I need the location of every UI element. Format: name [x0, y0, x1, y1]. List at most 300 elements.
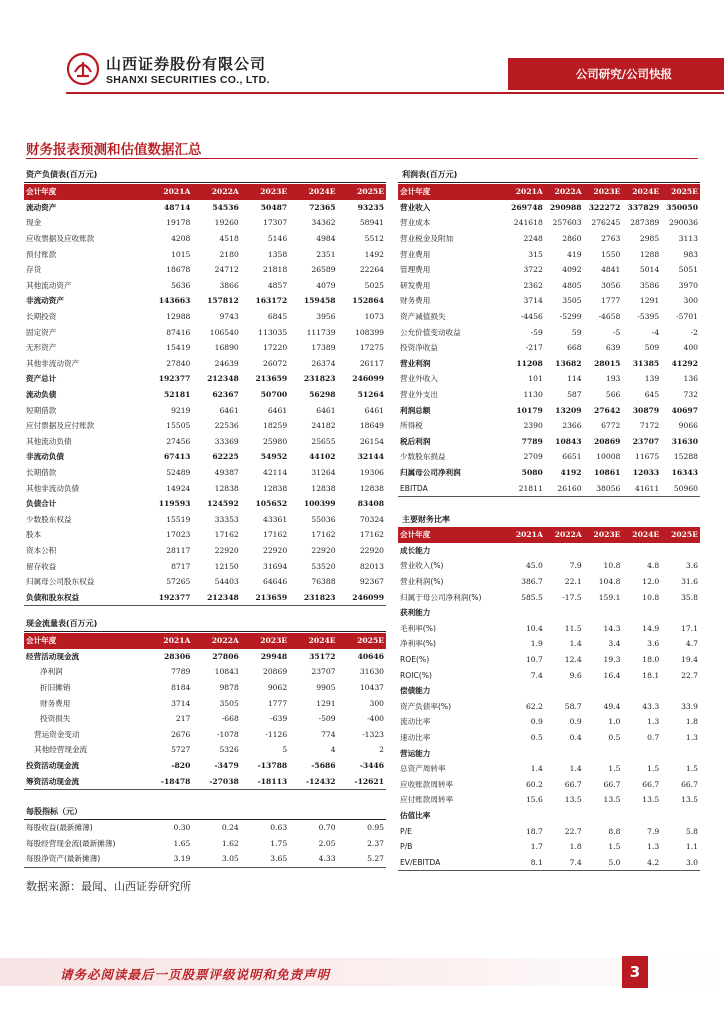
value-cell: 350050 — [666, 202, 698, 212]
row-label: EBITDA — [400, 483, 428, 493]
table-row — [398, 324, 700, 340]
value-cell: 1291 — [639, 296, 660, 306]
row-label: 资产负债率(%) — [400, 701, 452, 711]
value-cell — [622, 543, 661, 559]
table-row — [398, 543, 700, 559]
value-cell: 213659 — [255, 374, 288, 384]
value-cell: 67413 — [163, 452, 191, 462]
value-cell: 1.5 — [608, 764, 621, 774]
table-row — [24, 589, 386, 605]
value-cell — [545, 683, 584, 699]
row-label: 营运能力 — [400, 748, 431, 758]
value-cell: 192377 — [158, 374, 191, 384]
value-cell: 19260 — [214, 218, 239, 228]
value-cell: 269748 — [511, 202, 543, 212]
value-cell: 19306 — [359, 467, 384, 477]
table-row — [24, 511, 386, 527]
value-cell: 2390 — [523, 421, 543, 431]
value-cell: 0.9 — [530, 717, 543, 727]
value-cell: 732 — [683, 390, 698, 400]
table-row — [398, 823, 700, 839]
value-cell — [545, 745, 584, 761]
value-cell: 3714 — [523, 296, 543, 306]
value-cell: 1.3 — [685, 733, 698, 743]
value-cell: 10.7 — [525, 655, 543, 665]
value-cell: 82013 — [359, 561, 384, 571]
value-cell — [622, 808, 661, 824]
value-cell: 25980 — [263, 436, 288, 446]
year-header-cell: 2023E — [241, 633, 289, 649]
value-cell: 6772 — [601, 421, 621, 431]
report-type-label: 公司研究/公司快报 — [575, 67, 672, 81]
table-row — [24, 387, 386, 403]
value-cell: 22.7 — [564, 826, 582, 836]
table-row — [24, 231, 386, 247]
table-row — [24, 742, 386, 758]
table-row — [24, 309, 386, 325]
value-cell: 1015 — [171, 249, 191, 259]
value-cell: 26160 — [557, 483, 582, 493]
value-cell: 40646 — [357, 651, 384, 661]
value-cell — [584, 543, 623, 559]
value-cell: 1358 — [267, 249, 288, 259]
value-cell: 20869 — [263, 667, 288, 677]
value-cell: 26154 — [359, 436, 384, 446]
value-cell: 22920 — [311, 545, 336, 555]
value-cell: 4.33 — [318, 854, 336, 864]
company-logo-icon — [66, 52, 100, 86]
value-cell: 104.8 — [598, 577, 621, 587]
value-cell: 13.5 — [564, 795, 582, 805]
row-label: 应付票据及应付账款 — [26, 421, 95, 431]
value-cell: 5.27 — [367, 854, 384, 864]
row-label: 营业利润(%) — [400, 577, 444, 587]
year-header-cell: 2024E — [289, 184, 337, 200]
value-cell: 7.9 — [647, 826, 660, 836]
table-row — [24, 215, 386, 231]
row-label: 资产减值损失 — [400, 312, 446, 322]
value-cell: 13.5 — [681, 795, 698, 805]
value-cell: 124592 — [207, 499, 239, 509]
row-label: 每股净资产(最新摊薄) — [26, 854, 101, 864]
value-cell: 49387 — [214, 467, 239, 477]
value-cell: 24639 — [214, 358, 239, 368]
value-cell — [622, 605, 661, 621]
value-cell: 3970 — [678, 280, 698, 290]
value-cell: -17.5 — [562, 592, 582, 602]
table-header-row — [24, 184, 386, 200]
value-cell: 241618 — [513, 218, 543, 228]
value-cell: 27456 — [166, 436, 191, 446]
value-cell: 43361 — [263, 514, 288, 524]
value-cell: 3586 — [639, 280, 660, 290]
row-label: 负债和股东权益 — [26, 592, 80, 602]
value-cell: 52181 — [163, 390, 191, 400]
table-row — [24, 278, 386, 294]
table-header-row — [398, 527, 700, 543]
row-label: 速动比率 — [400, 733, 431, 743]
value-cell: -4 — [651, 327, 660, 337]
income-statement-title-underline — [398, 182, 700, 183]
table-row — [24, 664, 386, 680]
value-cell: 9219 — [171, 405, 191, 415]
table-row — [398, 480, 700, 496]
cash-flow-table — [24, 633, 386, 789]
value-cell: 15419 — [166, 343, 191, 353]
table-row — [398, 574, 700, 590]
table-row — [24, 434, 386, 450]
value-cell: 16890 — [214, 343, 239, 353]
table-row — [398, 792, 700, 808]
balance-sheet-title: 资产负债表(百万元) — [26, 170, 98, 179]
row-label: 负债合计 — [26, 499, 57, 509]
table-row — [398, 605, 700, 621]
value-cell: 14.3 — [603, 623, 621, 633]
row-label: 无形资产 — [26, 343, 57, 353]
year-header-cell: 2022A — [192, 633, 240, 649]
value-cell: 12.0 — [642, 577, 660, 587]
value-cell: 83408 — [357, 499, 384, 509]
value-cell: 212348 — [207, 374, 239, 384]
table-bottom-rule — [24, 789, 386, 790]
value-cell: 114 — [567, 374, 582, 384]
row-label: 其他非流动负债 — [26, 483, 80, 493]
value-cell: 50960 — [673, 483, 698, 493]
value-cell: 143663 — [158, 296, 191, 306]
row-label: 公允价值变动收益 — [400, 327, 461, 337]
row-label: 营业外支出 — [400, 390, 438, 400]
value-cell: 774 — [321, 729, 336, 739]
table-row — [24, 324, 386, 340]
value-cell: 4984 — [316, 234, 336, 244]
row-label: 固定资产 — [26, 327, 57, 337]
row-label: 投资净收益 — [400, 343, 438, 353]
value-cell: 1.4 — [569, 639, 582, 649]
value-cell: 9905 — [316, 683, 336, 693]
value-cell: 20869 — [593, 436, 621, 446]
value-cell: 100399 — [303, 499, 336, 509]
value-cell: 4.7 — [685, 639, 698, 649]
value-cell: 56298 — [309, 390, 336, 400]
value-cell: 0.70 — [318, 823, 336, 833]
value-cell: 585.5 — [521, 592, 543, 602]
value-cell: 58941 — [359, 218, 384, 228]
value-cell: -5686 — [311, 761, 336, 771]
value-cell: 12838 — [311, 483, 336, 493]
company-logo — [66, 52, 270, 86]
value-cell: 8184 — [171, 683, 191, 693]
value-cell — [661, 543, 700, 559]
table-row — [24, 558, 386, 574]
table-row — [398, 667, 700, 683]
value-cell: 1.7 — [530, 842, 543, 852]
value-cell: 10861 — [593, 467, 621, 477]
year-header-label: 会计年度 — [24, 633, 144, 649]
value-cell: 4 — [330, 745, 336, 755]
row-label: P/B — [400, 842, 413, 852]
value-cell: 54952 — [260, 452, 288, 462]
year-header-cell: 2025E — [338, 633, 386, 649]
value-cell: 6461 — [267, 405, 288, 415]
value-cell: 28117 — [166, 545, 191, 555]
row-label: P/E — [400, 826, 412, 836]
value-cell: 639 — [605, 343, 621, 353]
value-cell: 3505 — [562, 296, 582, 306]
value-cell: 9878 — [219, 683, 239, 693]
table-row — [398, 777, 700, 793]
value-cell: 22920 — [214, 545, 239, 555]
value-cell: 22536 — [214, 421, 239, 431]
value-cell: 5014 — [639, 265, 660, 275]
value-cell: 21818 — [263, 265, 288, 275]
value-cell: 33369 — [214, 436, 239, 446]
year-header-cell: 2024E — [622, 527, 661, 543]
table-row — [398, 714, 700, 730]
value-cell: 1291 — [316, 698, 336, 708]
value-cell: -509 — [318, 714, 336, 724]
ratios-title: 主要财务比率 — [402, 515, 450, 524]
row-label: 折旧摊销 — [40, 683, 71, 693]
value-cell: 17.1 — [681, 623, 698, 633]
row-label: 管理费用 — [400, 265, 431, 275]
table-row — [398, 683, 700, 699]
value-cell: 152864 — [352, 296, 384, 306]
value-cell: 18.7 — [525, 826, 543, 836]
value-cell: -12432 — [305, 776, 336, 786]
value-cell: 17162 — [214, 530, 239, 540]
value-cell — [584, 808, 623, 824]
table-row — [398, 262, 700, 278]
value-cell — [506, 683, 545, 699]
value-cell: 22.1 — [564, 577, 582, 587]
value-cell: 16343 — [671, 467, 698, 477]
value-cell: 1.5 — [647, 764, 660, 774]
value-cell: 287389 — [630, 218, 660, 228]
value-cell: 5.0 — [608, 857, 621, 867]
value-cell: -3446 — [359, 761, 384, 771]
company-name-en: SHANXI SECURITIES CO., LTD. — [106, 73, 270, 86]
value-cell: 2351 — [316, 249, 336, 259]
value-cell: 231823 — [303, 374, 336, 384]
value-cell: -18113 — [257, 776, 288, 786]
value-cell: 17389 — [311, 343, 336, 353]
value-cell: 17307 — [263, 218, 288, 228]
table-row — [24, 820, 386, 836]
table-row — [398, 356, 700, 372]
table-bottom-rule — [24, 605, 386, 606]
value-cell: 400 — [683, 343, 698, 353]
table-row — [24, 836, 386, 852]
value-cell: 35172 — [309, 651, 336, 661]
value-cell: 35.8 — [681, 592, 698, 602]
row-label: 其他非流动资产 — [26, 358, 80, 368]
value-cell: 43.3 — [642, 701, 660, 711]
value-cell: 337829 — [627, 202, 660, 212]
year-header-label: 会计年度 — [24, 184, 144, 200]
value-cell: 113035 — [258, 327, 288, 337]
value-cell: 17023 — [166, 530, 191, 540]
row-label: 经营活动现金流 — [26, 651, 80, 661]
value-cell: 26072 — [263, 358, 288, 368]
value-cell: 22264 — [359, 265, 384, 275]
value-cell — [661, 605, 700, 621]
table-row — [398, 434, 700, 450]
value-cell: 31630 — [359, 667, 384, 677]
value-cell: 246099 — [352, 374, 384, 384]
value-cell: 18678 — [166, 265, 191, 275]
value-cell: -5 — [612, 327, 621, 337]
value-cell: 13209 — [555, 405, 582, 415]
value-cell: 0.63 — [270, 823, 288, 833]
year-header-cell: 2022A — [192, 184, 240, 200]
table-row — [398, 854, 700, 870]
table-row — [398, 839, 700, 855]
row-label: 投资损失 — [40, 714, 71, 724]
value-cell: 2366 — [562, 421, 582, 431]
value-cell: 23707 — [311, 667, 336, 677]
year-header-cell: 2021A — [506, 527, 545, 543]
row-label: 非流动资产 — [26, 296, 64, 306]
value-cell: 23707 — [632, 436, 660, 446]
value-cell: 54536 — [212, 202, 239, 212]
table-row — [24, 758, 386, 774]
table-row — [24, 246, 386, 262]
table-row — [24, 727, 386, 743]
value-cell: 76388 — [311, 577, 336, 587]
value-cell: 3956 — [316, 312, 336, 322]
value-cell: 668 — [567, 343, 582, 353]
value-cell: 3.65 — [270, 854, 288, 864]
value-cell: 5512 — [364, 234, 384, 244]
value-cell: 3.4 — [608, 639, 621, 649]
year-header-cell: 2024E — [289, 633, 337, 649]
value-cell: 17220 — [263, 343, 288, 353]
table-row — [24, 773, 386, 789]
row-label: ROIC(%) — [400, 670, 432, 680]
value-cell: 2763 — [601, 234, 621, 244]
value-cell: 1.75 — [270, 838, 288, 848]
value-cell: 27840 — [166, 358, 191, 368]
page-number: 3 — [622, 956, 648, 988]
value-cell: 300 — [369, 698, 384, 708]
value-cell — [584, 605, 623, 621]
value-cell: 33.9 — [681, 701, 698, 711]
value-cell: 4805 — [562, 280, 582, 290]
page-header — [0, 0, 724, 96]
value-cell: 15519 — [166, 514, 191, 524]
table-row — [398, 402, 700, 418]
value-cell: 2248 — [523, 234, 543, 244]
value-cell: 0.5 — [608, 733, 621, 743]
value-cell: 9.6 — [569, 670, 582, 680]
table-row — [398, 449, 700, 465]
table-row — [24, 371, 386, 387]
value-cell: 2676 — [171, 729, 191, 739]
row-label: 筹资活动现金流 — [26, 776, 80, 786]
value-cell — [584, 745, 623, 761]
row-label: 其他经营现金流 — [34, 745, 88, 755]
value-cell: 213659 — [255, 592, 288, 602]
value-cell: 6461 — [364, 405, 384, 415]
value-cell: 1.8 — [685, 717, 698, 727]
value-cell: 38056 — [596, 483, 621, 493]
table-header-row — [24, 633, 386, 649]
value-cell: 3714 — [171, 698, 191, 708]
value-cell: 0.4 — [569, 733, 582, 743]
row-label: 每股收益(最新摊薄) — [26, 823, 93, 833]
table-row — [398, 761, 700, 777]
value-cell: 53520 — [311, 561, 336, 571]
data-source-note: 数据来源：最闻、山西证券研究所 — [26, 880, 191, 893]
value-cell: 29948 — [260, 651, 288, 661]
row-label: 其他流动负债 — [26, 436, 72, 446]
value-cell: 1073 — [364, 312, 384, 322]
table-row — [24, 496, 386, 512]
value-cell: 26117 — [359, 358, 384, 368]
row-label: 存货 — [26, 265, 42, 275]
value-cell — [622, 745, 661, 761]
value-cell: 8717 — [171, 561, 191, 571]
table-row — [398, 589, 700, 605]
row-label: 长期投资 — [26, 312, 57, 322]
table-row — [24, 680, 386, 696]
value-cell: 33353 — [214, 514, 239, 524]
table-row — [398, 636, 700, 652]
value-cell: 300 — [683, 296, 698, 306]
value-cell: 136 — [683, 374, 698, 384]
value-cell: 10179 — [516, 405, 543, 415]
value-cell: 0.95 — [367, 823, 384, 833]
value-cell: 3.0 — [685, 857, 698, 867]
ratios-table — [398, 527, 700, 870]
value-cell: 7.4 — [530, 670, 543, 680]
value-cell: 276245 — [591, 218, 621, 228]
value-cell: 18649 — [359, 421, 384, 431]
value-cell: 4192 — [560, 467, 582, 477]
value-cell: 55036 — [311, 514, 336, 524]
value-cell: 1.9 — [530, 639, 543, 649]
row-label: EV/EBITDA — [400, 857, 441, 867]
value-cell: 4841 — [601, 265, 621, 275]
row-label: 营业收入(%) — [400, 561, 444, 571]
value-cell: 386.7 — [521, 577, 543, 587]
table-row — [398, 652, 700, 668]
row-label: 流动资产 — [26, 202, 57, 212]
value-cell: 10.4 — [525, 623, 543, 633]
value-cell: 17162 — [359, 530, 384, 540]
cash-flow-title: 现金流量表(百万元) — [26, 619, 98, 628]
value-cell: 2180 — [219, 249, 239, 259]
value-cell: 106540 — [209, 327, 239, 337]
value-cell: -27038 — [209, 776, 239, 786]
row-label: 非流动负债 — [26, 452, 64, 462]
value-cell: 105652 — [255, 499, 288, 509]
value-cell: 1288 — [639, 249, 660, 259]
year-header-cell: 2021A — [144, 184, 192, 200]
value-cell: 6845 — [267, 312, 288, 322]
row-label: 现金 — [26, 218, 42, 228]
table-row — [24, 262, 386, 278]
table-row — [24, 711, 386, 727]
value-cell — [506, 808, 545, 824]
value-cell: 19.3 — [603, 655, 621, 665]
per-share-title: 每股指标（元） — [26, 807, 82, 816]
table-row — [24, 851, 386, 867]
table-row — [24, 340, 386, 356]
value-cell — [622, 683, 661, 699]
value-cell: 26589 — [311, 265, 336, 275]
value-cell: 17162 — [263, 530, 288, 540]
